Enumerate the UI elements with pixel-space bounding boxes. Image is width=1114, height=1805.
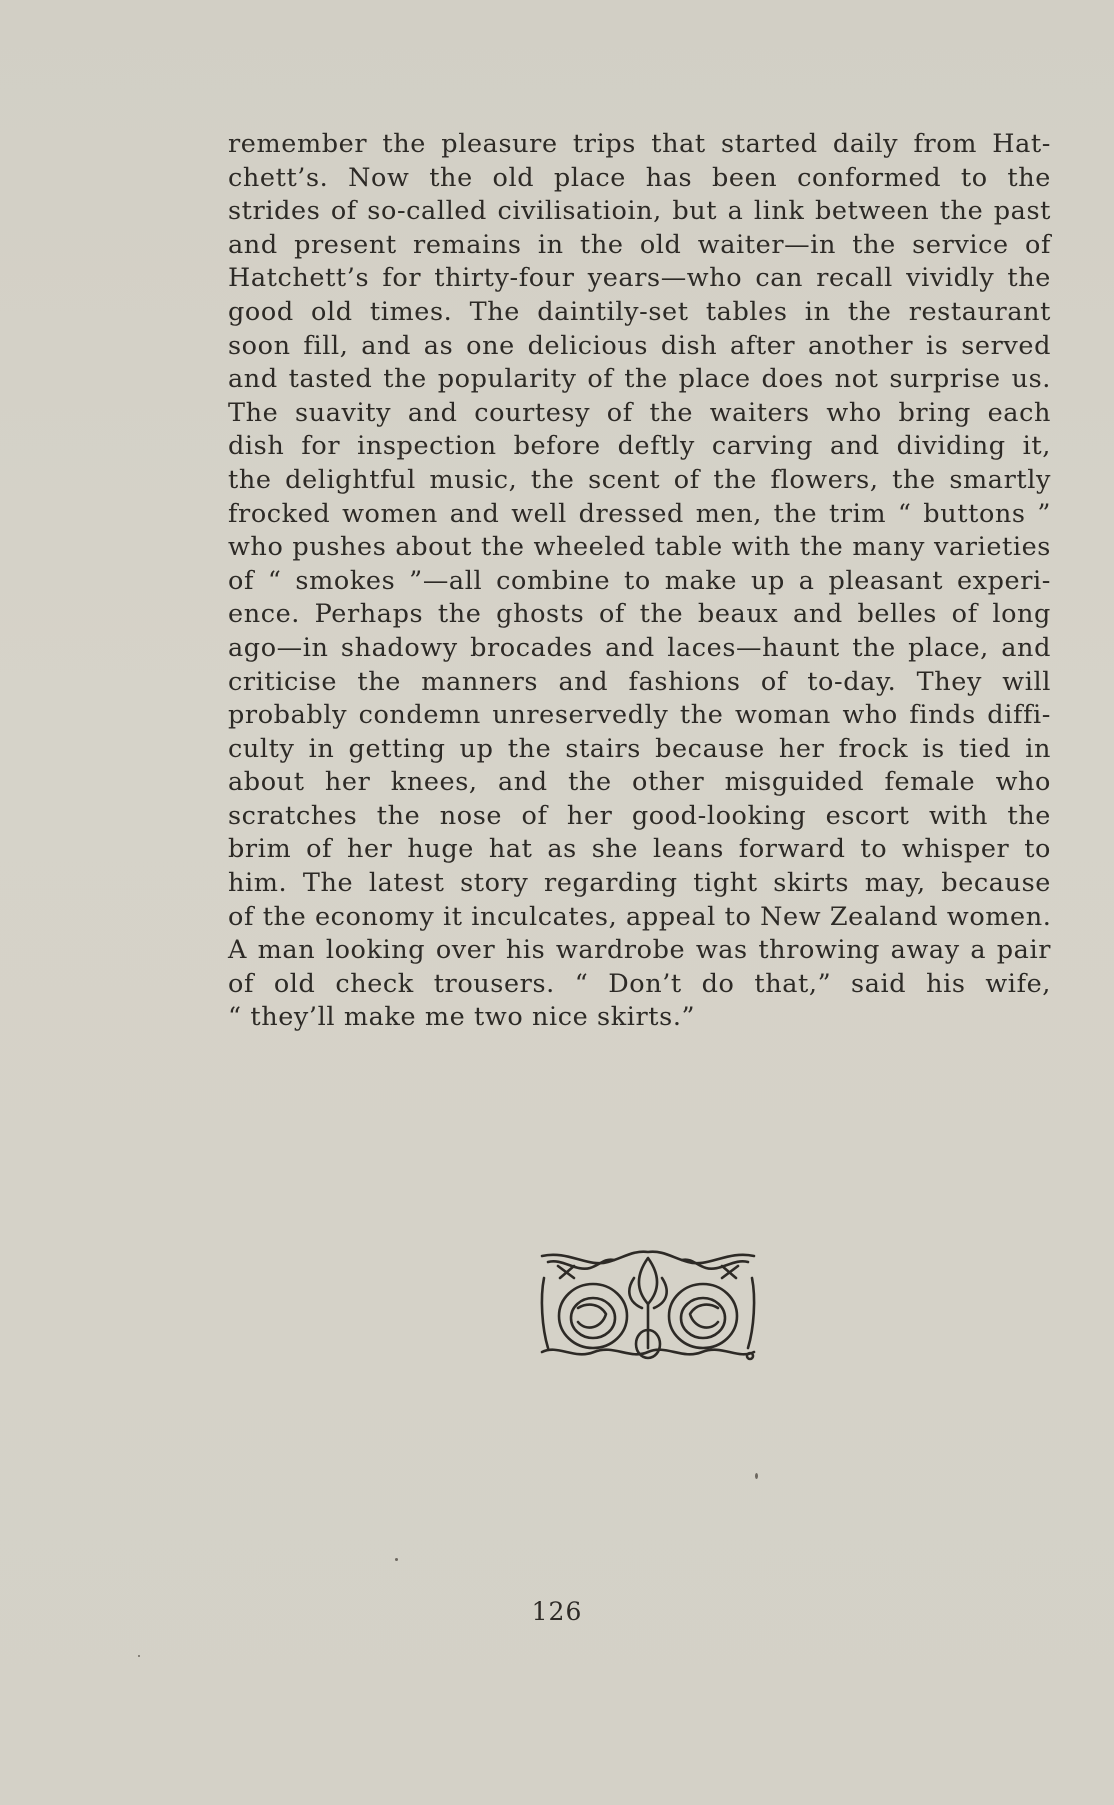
text-line: and present remains in the old waiter—in the service of xyxy=(228,229,1051,260)
text-line: remember the pleasure trips that started daily from Hat- xyxy=(228,129,1051,159)
text-line: criticise the manners and fashions of to-day. They will xyxy=(228,666,1051,697)
paper-speck xyxy=(395,1558,398,1561)
text-line: culty in getting up the stairs because her frock is tied in xyxy=(228,733,1051,764)
text-line: and tasted the popularity of the place does not surprise us. xyxy=(228,364,1051,395)
paper-speck xyxy=(755,1473,758,1479)
paper-speck xyxy=(138,1655,140,1657)
text-line: of the economy it inculcates, appeal to New Zealand women. xyxy=(228,901,1052,932)
text-line: Hatchett’s for thirty-four years—who can recall vividly the xyxy=(228,263,1051,294)
text-line: strides of so-called civilisatioin, but a link between the past xyxy=(228,196,1051,227)
text-line: The suavity and courtesy of the waiters who bring each xyxy=(228,397,1051,428)
text-line: frocked women and well dressed men, the trim “ buttons ” xyxy=(228,498,1051,529)
text-line: chett’s. Now the old place has been conformed to the xyxy=(228,162,1051,193)
text-line: the delightful music, the scent of the flowers, the smartly xyxy=(228,464,1051,495)
text-line: dish for inspection before deftly carving and dividing it, xyxy=(228,431,1051,462)
text-line: brim of her huge hat as she leans forward to whisper to xyxy=(228,834,1051,865)
text-line: A man looking over his wardrobe was throwing away a pair xyxy=(228,935,1051,966)
text-line: soon fill, and as one delicious dish after another is served xyxy=(228,330,1051,361)
text-line: ence. Perhaps the ghosts of the beaux and belles of long xyxy=(228,599,1051,630)
text-line: “ they’ll make me two nice skirts.” xyxy=(228,1002,696,1033)
body-text xyxy=(228,128,1051,1035)
text-line: him. The latest story regarding tight skirts may, because xyxy=(228,868,1051,899)
text-line: probably condemn unreservedly the woman who finds diffi- xyxy=(228,700,1051,731)
text-line: ago—in shadowy brocades and laces—haunt the place, and xyxy=(228,632,1051,663)
text-line: who pushes about the wheeled table with the many varieties xyxy=(228,532,1051,563)
text-line: of old check trousers. “ Don’t do that,” said his wife, xyxy=(228,968,1051,999)
page-number: 126 xyxy=(531,1597,583,1626)
floral-tailpiece-ornament-icon xyxy=(538,1248,758,1364)
text-line: scratches the nose of her good-looking escort with the xyxy=(228,800,1051,831)
text-line: good old times. The daintily-set tables in the restaurant xyxy=(228,296,1051,327)
text-line: about her knees, and the other misguided female who xyxy=(228,767,1051,798)
text-line: of “ smokes ”—all combine to make up a pleasant experi- xyxy=(228,565,1051,596)
